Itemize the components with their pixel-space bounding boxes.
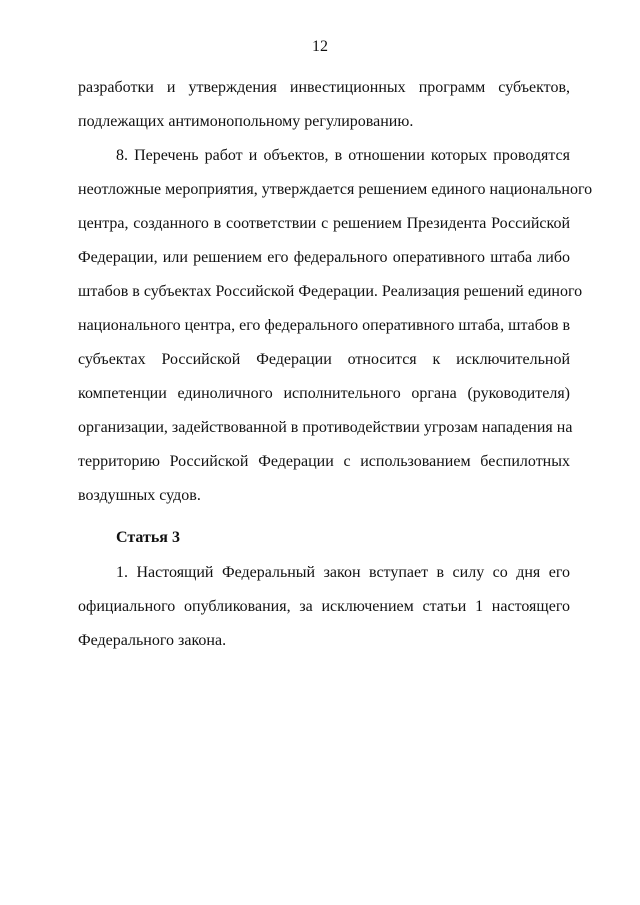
paragraph-continuation xyxy=(78,71,570,139)
article-3-heading: Статья 3 xyxy=(116,529,180,546)
text-line: 1. Настоящий Федеральный закон вступает в силу со дня его xyxy=(116,564,570,581)
text-line: воздушных судов. xyxy=(78,487,201,504)
text-line: национального центра, его федерального оперативного штаба, штабов в xyxy=(78,317,571,334)
text-line: Федерального закона. xyxy=(78,632,227,649)
text-line: подлежащих антимонопольному регулированию. xyxy=(78,113,414,130)
text-line: неотложные мероприятия, утверждается решением единого национального xyxy=(78,181,593,198)
text-line: разработки и утверждения инвестиционных программ субъектов, xyxy=(78,79,570,96)
text-line: штабов в субъектах Российской Федерации. Реализация решений единого xyxy=(78,283,583,300)
text-line: компетенции единоличного исполнительного органа (руководителя) xyxy=(78,385,570,402)
text-line: Федерации, или решением его федерального оперативного штаба либо xyxy=(78,249,570,266)
text-line: центра, созданного в соответствии с решением Президента Российской xyxy=(78,215,570,232)
text-line: субъектах Российской Федерации относится к исключительной xyxy=(78,351,570,368)
text-line: территорию Российской Федерации с использованием беспилотных xyxy=(78,453,570,470)
text-line: официального опубликования, за исключением статьи 1 настоящего xyxy=(78,598,570,615)
article-3-paragraph-1 xyxy=(78,556,570,658)
text-line: 8. Перечень работ и объектов, в отношении которых проводятся xyxy=(116,147,570,164)
text-line: организации, задействованной в противодействии угрозам нападения на xyxy=(78,419,573,436)
page-number: 12 xyxy=(312,38,328,55)
paragraph-8 xyxy=(78,139,593,513)
